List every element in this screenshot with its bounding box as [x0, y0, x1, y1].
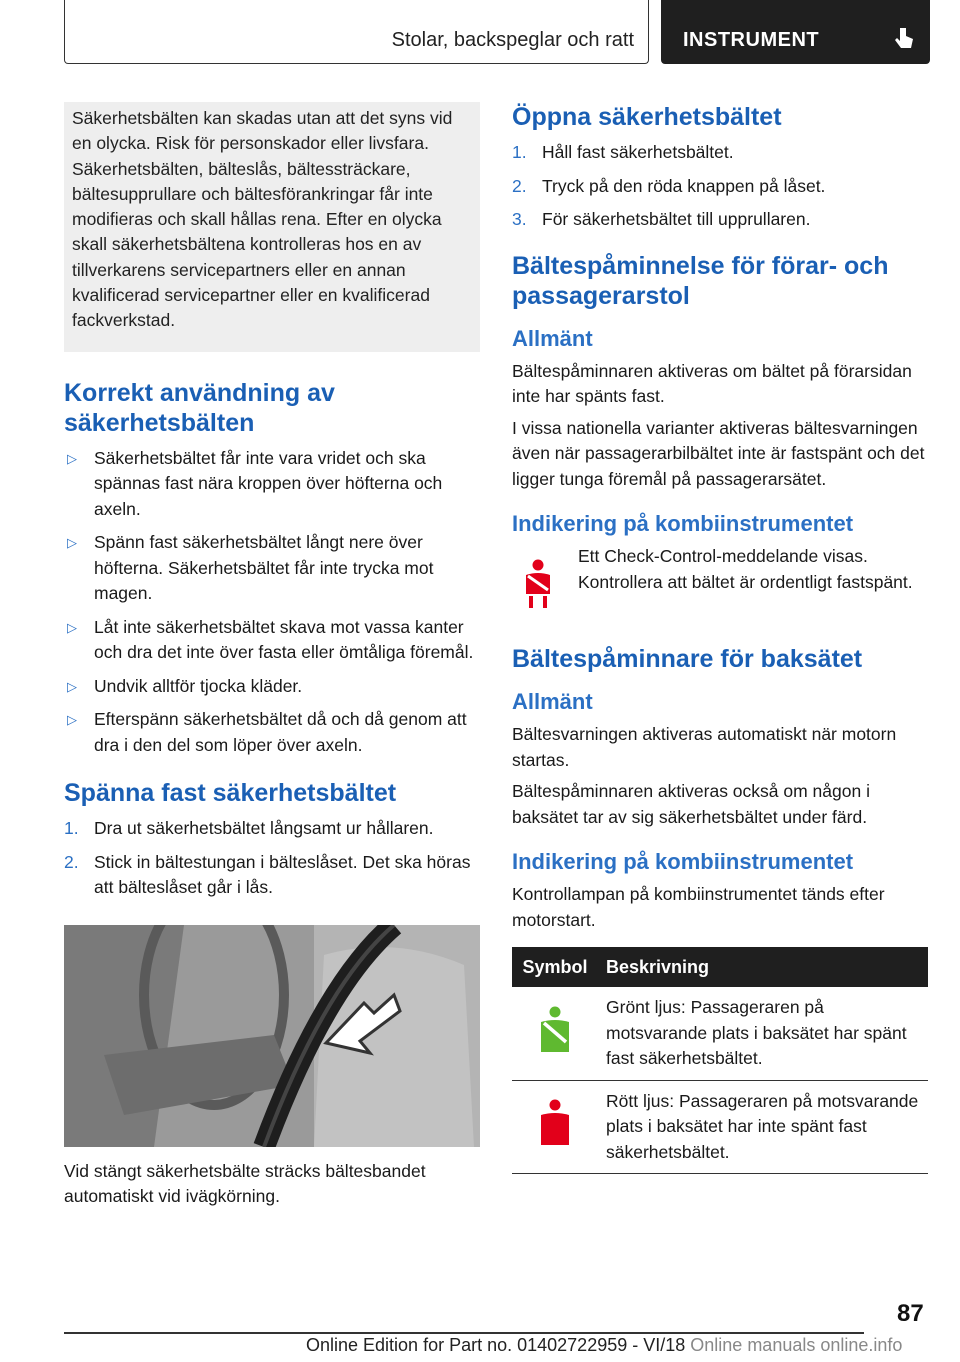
seatbelt-photo	[64, 925, 480, 1147]
rear-p2: Bältespåminnaren aktiveras också om någon i baksätet tar av sig säkerhetsbältet under färd.	[512, 781, 870, 827]
heading-fasten: Spänna fast säkerhetsbältet	[64, 779, 397, 808]
symbol-table	[512, 947, 928, 1174]
correct-use-list	[64, 446, 480, 759]
table-row	[512, 987, 928, 1080]
table-header-row	[512, 947, 928, 987]
front-p2: I vissa nationella varianter aktiveras bältesvarningen även när passagerarbilbältet inte är fastspänt och det ligger tunga föremål på passagerarsätet.	[512, 417, 925, 489]
open-steps	[512, 140, 928, 233]
list-item: ▷ Efterspänn säkerhetsbältet då och då genom att dra i den del som löper över axeln.	[67, 709, 467, 755]
heading-correct-use: Korrekt användning av säkerhetsbälten	[64, 378, 335, 437]
section-tab	[64, 0, 649, 64]
photo-caption: Vid stängt säkerhetsbälte sträcks bältesbandet automatiskt vid ivägkörning.	[64, 1160, 426, 1207]
heading-open: Öppna säkerhetsbältet	[512, 103, 782, 131]
list-item: 2. Tryck på den röda knappen på låset.	[512, 175, 826, 196]
triangle-bullet-icon: ▷	[67, 535, 77, 551]
row-description: Rött ljus: Passageraren på motsvarande plats i baksätet har inte spänt fast säkerhetsbältet.	[598, 1080, 928, 1174]
heading-indication-rear: Indikering på kombiinstrumentet	[512, 849, 854, 874]
watermark: Online manuals online.info	[690, 1335, 903, 1355]
indication-text: Ett Check-Control-meddelande visas. Kontrollera att bältet är ordentligt fastspänt.	[578, 546, 913, 592]
warning-text: Säkerhetsbälten kan skadas utan att det syns vid en olycka. Risk för personskador eller livsfara. Säkerhetsbälten, bälteslås, bältessträckare, bältesupprullare och bältesförankringar får inte modifieras och skall hållas rena. Efter en olycka skall säkerhetsbältena kontrolleras hos en av tillverkarens servicepartners eller en annan kvalificerad servicepartner eller en kvalificerad fackverkstad.	[72, 108, 453, 331]
list-item: ▷ Undvik alltför tjocka kläder.	[64, 674, 480, 700]
page-header	[64, 0, 930, 64]
list-item: 1. Dra ut säkerhetsbältet långsamt ur hållaren.	[64, 818, 434, 839]
chapter-title: INSTRUMENT	[683, 29, 820, 51]
list-item: ▷ Säkerhetsbältet får inte vara vridet och ska spännas fast nära kroppen över höfterna och axeln.	[67, 447, 443, 519]
list-item: ▷ Spänn fast säkerhetsbältet långt nere över höfterna. Säkerhetsbältet får inte trycka mot magen.	[67, 532, 434, 604]
rear-p1: Bältesvarningen aktiveras automatiskt när motorn startas.	[512, 724, 897, 770]
touch-hand-icon	[893, 26, 917, 52]
column-header-description: Beskrivning	[598, 947, 928, 987]
indication-block	[512, 544, 928, 624]
seatbelt-warning-icon	[518, 558, 558, 610]
front-p1: Bältespåminnaren aktiveras om bältet på förarsidan inte har spänts fast.	[512, 360, 912, 406]
rear-indication-text: Kontrollampan på kombiinstrumentet tänds efter motorstart.	[512, 884, 885, 930]
passenger-unbelted-red-icon	[537, 1099, 573, 1147]
left-column	[64, 102, 480, 1216]
heading-general-rear: Allmänt	[512, 689, 593, 714]
heading-indication-front: Indikering på kombiinstrumentet	[512, 511, 854, 536]
chapter-tab	[661, 0, 930, 64]
right-column	[512, 102, 928, 1174]
triangle-bullet-icon: ▷	[67, 619, 77, 635]
passenger-belted-green-icon	[537, 1006, 573, 1054]
list-item: 3. För säkerhetsbältet till upprullaren.	[512, 209, 811, 229]
list-item: 1. Håll fast säkerhetsbältet.	[512, 142, 734, 162]
triangle-bullet-icon: ▷	[67, 678, 77, 694]
heading-rear-reminder: Bältespåminnare för baksätet	[512, 645, 863, 673]
list-item: ▷ Låt inte säkerhetsbältet skava mot vassa kanter och dra det inte över fasta eller ömtåliga föremål.	[67, 616, 474, 663]
list-item: 2. Stick in bältestungan i bälteslåset. Det ska höras att bälteslåset går i lås.	[64, 851, 471, 898]
footer-text	[306, 1335, 902, 1356]
triangle-bullet-icon: ▷	[67, 712, 77, 728]
edition-text: Online Edition for Part no. 01402722959 - VI/18	[306, 1335, 686, 1355]
heading-front-reminder: Bältespåminnelse för förar- och passagerarstol	[512, 251, 889, 310]
section-title: Stolar, backspeglar och ratt	[391, 29, 634, 51]
row-description: Grönt ljus: Passageraren på motsvarande plats i baksätet har spänt fast säkerhetsbältet.	[598, 987, 928, 1080]
footer-divider	[64, 1332, 864, 1334]
triangle-bullet-icon: ▷	[67, 450, 77, 466]
table-row	[512, 1080, 928, 1174]
heading-general-front: Allmänt	[512, 325, 593, 351]
fasten-steps	[64, 816, 480, 901]
warning-box	[64, 102, 480, 352]
column-header-symbol: Symbol	[512, 947, 598, 987]
page-number: 87	[897, 1300, 924, 1327]
